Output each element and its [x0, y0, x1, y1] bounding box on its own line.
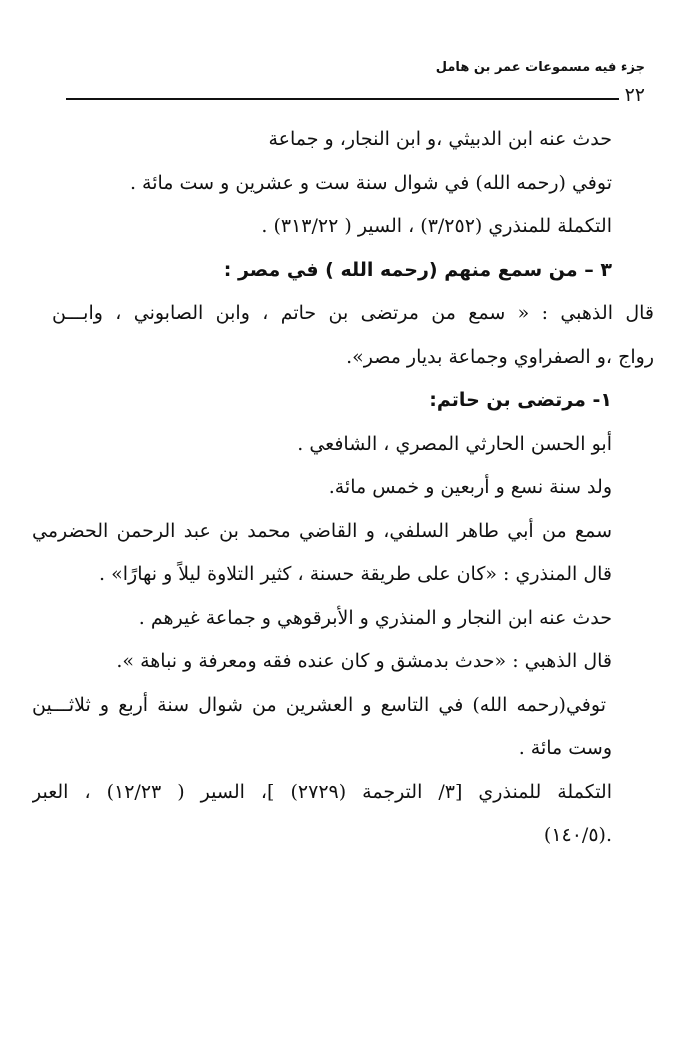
text-line-13: قال الذهبي : «حدث بدمشق و كان عنده فقه ومعرفة و نباهة ». — [116, 650, 612, 672]
text-line-12: حدث عنه ابن النجار و المنذري و الأبرقوهي و جماعة غيرهم . — [138, 606, 612, 629]
text-line-2: توفي (رحمه الله) في شوال سنة ست و عشرين و ست مائة . — [129, 171, 612, 194]
text-line-3: التكملة للمنذري (٣/٢٥٢) ، السير ( ٣١٣/٢٢) . — [261, 215, 612, 237]
text-line-8: أبو الحسن الحارثي المصري ، الشافعي . — [297, 432, 612, 455]
text-line-14: توفي(رحمه الله) في التاسع و العشرين من شوال سنة أربع و ثلاثـــين — [32, 693, 606, 716]
running-header — [40, 60, 645, 106]
text-line-17: .(١٤٠/٥) — [543, 824, 612, 846]
text-line-9: ولد سنة نسع و أربعين و خمس مائة. — [328, 476, 612, 498]
text-line-5: قال الذهبي : « سمع من مرتضى بن حاتم ، وابن الصابوني ، وابـــن — [52, 302, 654, 324]
text-line-10: سمع من أبي طاهر السلفي، و القاضي محمد بن عبد الرحمن الحضرمي — [32, 519, 612, 542]
header-rule — [66, 98, 619, 100]
page-number: ٢٢ — [624, 84, 645, 106]
page-body — [32, 118, 654, 858]
text-line-16: التكملة للمنذري [٣/ الترجمة (٢٧٢٩) ]، السير ( ١٢/٢٣) ، العبر — [32, 780, 612, 803]
running-header-title: جزء فيه مسموعات عمر بن هامل — [435, 60, 645, 75]
text-line-15: وست مائة . — [518, 737, 612, 759]
text-line-1: حدث عنه ابن الدبيثي ،و ابن النجار، و جماعة — [268, 128, 612, 150]
text-line-11: قال المنذري : «كان على طريقة حسنة ، كثير التلاوة ليلاً و نهارًا» . — [99, 563, 612, 585]
text-line-6: رواج ،و الصفراوي وجماعة بديار مصر». — [346, 345, 654, 368]
section-heading: ٣ – من سمع منهم (رحمه الله ) في مصر : — [223, 258, 612, 281]
entry-heading: ١- مرتضى بن حاتم: — [429, 389, 612, 411]
